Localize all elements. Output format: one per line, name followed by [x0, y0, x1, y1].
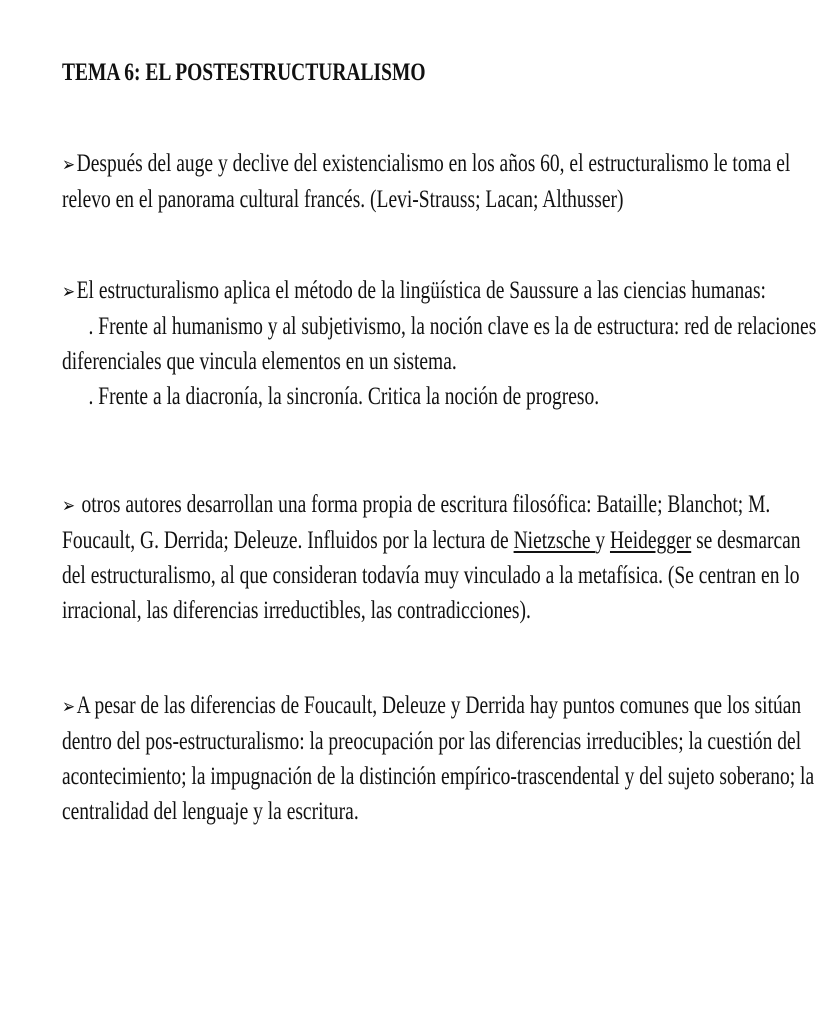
paragraph-4-line-2: dentro del pos-estructuralismo: la preocupación por las diferencias irreducibles; la cuestión del — [62, 728, 802, 755]
arrow-bullet-icon: ➢ — [62, 493, 76, 517]
paragraph-2-line-4: . Frente a la diacronía, la sincronía. Critica la noción de progreso. — [88, 383, 600, 410]
paragraph-4 — [62, 688, 815, 829]
paragraph-2 — [62, 273, 816, 414]
paragraph-3-line-3: del estructuralismo, al que consideran todavía muy vinculado a la metafísica. (Se centran en lo — [62, 562, 800, 589]
arrow-bullet-icon: ➢ — [62, 279, 76, 303]
paragraph-1-line-2: relevo en el panorama cultural francés. (Levi-Strauss; Lacan; Althusser) — [62, 186, 624, 213]
paragraph-1 — [62, 146, 791, 217]
arrow-bullet-icon: ➢ — [62, 152, 76, 176]
paragraph-1-line-1: ➢Después del auge y declive del existencialismo en los años 60, el estructuralismo le toma el — [62, 150, 791, 177]
paragraph-3-line-1: ➢ otros autores desarrollan una forma propia de escritura filosófica: Bataille; Blanchot; M. — [62, 491, 771, 518]
nietzsche-link[interactable]: Nietzsche — [513, 527, 596, 554]
paragraph-2-line-2: . Frente al humanismo y al subjetivismo, la noción clave es la de estructura: red de relaciones — [88, 313, 816, 340]
paragraph-4-line-4: centralidad del lenguaje y la escritura. — [62, 798, 359, 825]
paragraph-3 — [62, 487, 801, 628]
paragraph-4-line-1: ➢A pesar de las diferencias de Foucault, Deleuze y Derrida hay puntos comunes que los sitúan — [62, 692, 802, 719]
paragraph-4-line-3: acontecimiento; la impugnación de la distinción empírico-trascendental y del sujeto soberano; la — [62, 763, 815, 790]
paragraph-3-line-4: irracional, las diferencias irreductibles, las contradicciones). — [62, 597, 531, 624]
paragraph-3-line-2: Foucault, G. Derrida; Deleuze. Influidos por la lectura de Nietzsche y Heidegger se desmarcan — [62, 527, 801, 554]
paragraph-2-line-3: diferenciales que vincula elementos en un sistema. — [62, 348, 457, 375]
document-title: TEMA 6: EL POSTESTRUCTURALISMO — [62, 59, 426, 86]
arrow-bullet-icon: ➢ — [62, 694, 76, 718]
paragraph-2-line-1: ➢El estructuralismo aplica el método de la lingüística de Saussure a las ciencias humanas: — [62, 277, 766, 304]
heidegger-link[interactable]: Heidegger — [609, 527, 692, 554]
